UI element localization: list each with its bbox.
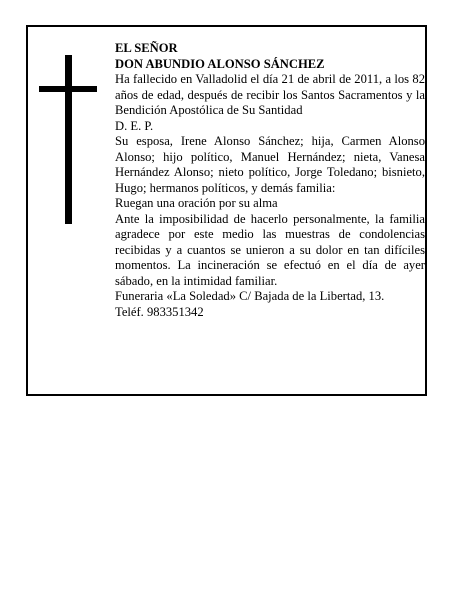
funeral-home-phone: Teléf. 983351342 — [115, 304, 204, 319]
cross-horizontal-bar — [39, 86, 97, 92]
prayer-request: Ruegan una oración por su alma — [115, 196, 278, 210]
obituary-notice-frame — [26, 25, 427, 396]
deceased-name: DON ABUNDIO ALONSO SÁNCHEZ — [115, 56, 325, 71]
family-list: Su esposa, Irene Alonso Sánchez; hija, Carmen Alonso Alonso; hijo político, Manuel Hernández; nieta, Vanesa Hernández Alonso; nieto político, Jorge Toledano; bisnieto, Hugo; hermanos políticos, y demás familia: — [115, 134, 425, 195]
notice-body — [115, 41, 425, 320]
cross-vertical-bar — [65, 55, 72, 224]
rip-line: D. E. P. — [115, 118, 154, 133]
death-announcement: Ha fallecido en Valladolid el día 21 de abril de 2011, a los 82 años de edad, después de recibir los Santos Sacramentos y la Bendición Apostólica de Su Santidad — [115, 72, 425, 117]
thanks-paragraph: Ante la imposibilidad de hacerlo personalmente, la familia agradece por este medio las muestras de condolencias recibidas y a cuantos se unieron a su dolor en tan difíciles momentos. La incineración se efectuó en el día de ayer sábado, en la intimidad familiar. — [115, 211, 425, 288]
header-title: EL SEÑOR — [115, 41, 178, 55]
funeral-home-address: Funeraria «La Soledad» C/ Bajada de la Libertad, 13. — [115, 289, 385, 303]
